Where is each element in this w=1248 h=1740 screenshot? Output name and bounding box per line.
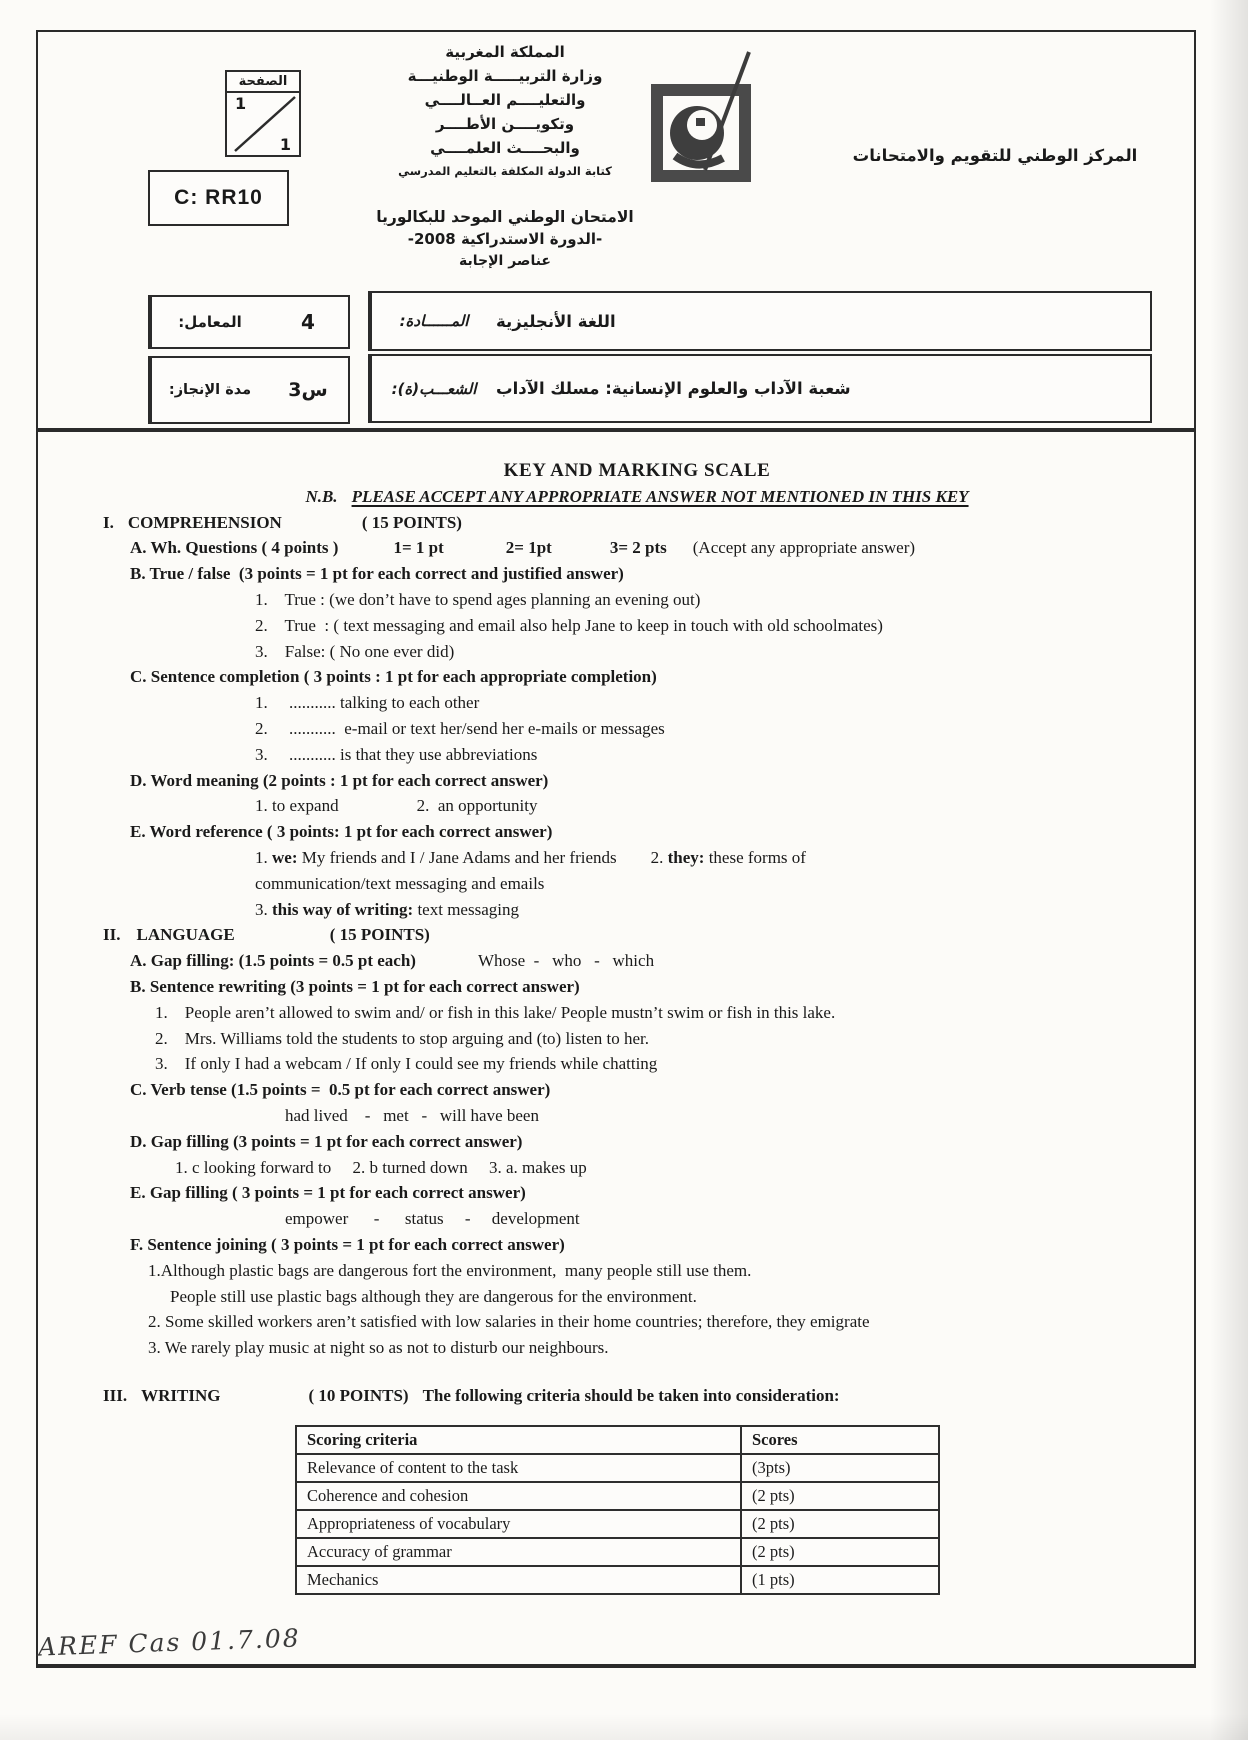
key-line	[98, 897, 1176, 923]
key-line-segment: B. True / false (3 points = 1 pt for each correct and justified answer)	[130, 564, 624, 584]
ministry-line: وتكويــــن الأطــــر	[435, 115, 575, 133]
handwritten-note: AREF Cas 01.7.08	[37, 1623, 302, 1662]
key-line-segment: People still use plastic bags although they are dangerous for the environment.	[170, 1286, 697, 1306]
ministry-line: والتعليــــم العــالــــي	[424, 91, 586, 109]
key-line	[98, 768, 1176, 794]
key-line	[98, 1284, 1176, 1310]
key-line-segment: 3= 2 pts	[609, 538, 667, 558]
criteria-cell: Accuracy of grammar	[296, 1538, 741, 1566]
evaluation-center-name: المركز الوطني للتقويم والامتحانات	[852, 146, 1138, 165]
scoring-table-body	[296, 1454, 939, 1594]
duration-label: مدة الإنجاز:	[150, 358, 268, 422]
key-line-segment: we:	[272, 847, 298, 867]
key-line	[98, 1155, 1176, 1181]
scoring-row	[296, 1482, 939, 1510]
key-line-segment: communication/text messaging and emails	[255, 873, 545, 893]
key-line-segment: C. Verb tense (1.5 points = 0.5 pt for each correct answer)	[130, 1080, 551, 1100]
key-line-segment: 2. an opportunity	[416, 796, 538, 816]
key-line	[98, 1103, 1176, 1129]
scoring-header-row	[296, 1426, 939, 1454]
key-line-segment: (Accept any appropriate answer)	[692, 538, 916, 558]
key-line	[98, 1026, 1176, 1052]
stream-table	[368, 354, 1152, 423]
key-body	[98, 458, 1176, 1595]
key-line	[98, 510, 1176, 536]
ministry-line: وزارة التربيـــــة الوطنيـــة	[407, 67, 603, 85]
key-line-segment: III.	[103, 1385, 128, 1405]
key-line	[98, 1180, 1176, 1206]
criteria-cell: Relevance of content to the task	[296, 1454, 741, 1482]
doc-type: عناصر الإجابة	[459, 253, 551, 269]
key-line-segment: had lived - met - will have been	[285, 1105, 539, 1125]
key-line	[98, 1232, 1176, 1258]
key-line-segment: 2. True : ( text messaging and email also help Jane to keep in touch with old schoolmates)	[255, 615, 883, 635]
criteria-cell: Appropriateness of vocabulary	[296, 1510, 741, 1538]
key-line-segment: D. Word meaning (2 points : 1 pt for each correct answer)	[130, 770, 549, 790]
key-line	[98, 458, 1176, 484]
key-line-segment: ( 15 POINTS)	[329, 925, 430, 945]
key-line	[98, 1335, 1176, 1361]
key-line-segment: WRITING	[141, 1385, 221, 1405]
exam-title: الامتحان الوطني الموحد للبكالوريا	[376, 208, 634, 226]
key-line	[98, 1206, 1176, 1232]
page-number-box	[225, 70, 301, 157]
coefficient-label: المعامل:	[150, 297, 268, 347]
key-line-segment: Whose - who - which	[477, 951, 655, 971]
scoring-row	[296, 1538, 939, 1566]
key-line-segment: 1. People aren’t allowed to swim and/ or fish in this lake/ People mustn’t swim or fish in this lake.	[155, 1002, 836, 1022]
header-body-divider	[36, 428, 1194, 432]
key-line-segment: 1. True : (we don’t have to spend ages planning an evening out)	[255, 589, 701, 609]
kingdom-line: المملكة المغربية	[445, 43, 565, 61]
key-line-segment: 1. to expand	[255, 796, 339, 816]
exam-title-block	[345, 206, 665, 272]
key-line	[98, 1000, 1176, 1026]
key-line	[98, 1309, 1176, 1335]
score-cell: (3pts)	[741, 1454, 939, 1482]
page-total: 1	[279, 135, 291, 154]
key-line-segment: this way of writing:	[272, 899, 414, 919]
criteria-cell: Mechanics	[296, 1566, 741, 1594]
key-line	[98, 871, 1176, 897]
exam-session: -الدورة الاستدراكية 2008-	[407, 230, 603, 248]
key-line-segment: E. Word reference ( 3 points: 1 pt for each correct answer)	[130, 822, 553, 842]
key-line	[98, 948, 1176, 974]
key-line-segment: COMPREHENSION	[127, 512, 282, 532]
key-line-segment: LANGUAGE	[136, 925, 235, 945]
key-line-segment: I.	[103, 512, 114, 532]
key-line-segment: N.B.	[305, 486, 338, 506]
subject-label: المــــــادة:	[370, 293, 496, 349]
key-line-segment: 2. ........... e-mail or text her/send her e-mails or messages	[255, 718, 665, 738]
key-line-segment: ( 10 POINTS)	[308, 1385, 409, 1405]
key-line	[98, 1129, 1176, 1155]
scoring-criteria-header: Scoring criteria	[296, 1426, 741, 1454]
key-line-segment: A. Wh. Questions ( 4 points )	[130, 538, 339, 558]
scoring-row	[296, 1454, 939, 1482]
score-cell: (2 pts)	[741, 1482, 939, 1510]
ministry-header	[345, 40, 665, 180]
key-line	[98, 613, 1176, 639]
key-line-segment: A. Gap filling: (1.5 points = 0.5 pt each)	[130, 951, 416, 971]
key-line	[98, 716, 1176, 742]
duration-table	[148, 356, 350, 424]
key-line	[98, 1258, 1176, 1284]
page-number-label: الصفحة	[227, 72, 299, 93]
key-line-segment: 3.	[255, 899, 272, 919]
key-line-segment: D. Gap filling (3 points = 1 pt for each correct answer)	[130, 1131, 523, 1151]
key-line-segment: 2. Mrs. Williams told the students to stop arguing and (to) listen to her.	[155, 1028, 650, 1048]
key-lines	[98, 458, 1176, 1409]
scan-edge-bottom	[0, 1714, 1248, 1740]
ministry-logo-icon	[645, 36, 773, 193]
key-line	[98, 922, 1176, 948]
key-line	[98, 639, 1176, 665]
stream-label: الشعـــب(ة):	[370, 356, 496, 421]
criteria-cell: Coherence and cohesion	[296, 1482, 741, 1510]
subject-value: اللغة الأنجليزية	[496, 311, 616, 331]
key-line-segment: 3. False: ( No one ever did)	[255, 641, 455, 661]
scores-header: Scores	[741, 1426, 939, 1454]
key-line-segment: 1. c looking forward to 2. b turned down 3. a. makes up	[175, 1157, 587, 1177]
key-line-segment: E. Gap filling ( 3 points = 1 pt for each correct answer)	[130, 1183, 526, 1203]
scoring-row	[296, 1566, 939, 1594]
secretariat-line: كتابة الدولة المكلفة بالتعليم المدرسي	[398, 164, 612, 178]
key-line	[98, 587, 1176, 613]
page-number-fraction	[227, 93, 299, 155]
key-line-segment: 1.Although plastic bags are dangerous fort the environment, many people still use them.	[148, 1260, 752, 1280]
scan-edge-right	[1210, 0, 1248, 1740]
score-cell: (2 pts)	[741, 1510, 939, 1538]
key-line	[98, 819, 1176, 845]
stream-value: شعبة الآداب والعلوم الإنسانية: مسلك الآداب	[496, 379, 851, 398]
key-line	[98, 1051, 1176, 1077]
key-line-segment: II.	[103, 925, 121, 945]
key-line-segment: C. Sentence completion ( 3 points : 1 pt for each appropriate completion)	[130, 667, 657, 687]
key-line-segment: 1. ........... talking to each other	[255, 693, 480, 713]
scoring-row	[296, 1510, 939, 1538]
key-line-segment: F. Sentence joining ( 3 points = 1 pt for each correct answer)	[130, 1234, 565, 1254]
ministry-line: والبحــــث العلمــــي	[430, 139, 580, 157]
coefficient-table	[148, 295, 350, 349]
key-line	[98, 484, 1176, 510]
key-line	[98, 1077, 1176, 1103]
key-line-segment: these forms of	[704, 847, 806, 867]
key-line-segment: 3. We rarely play music at night so as not to disturb our neighbours.	[148, 1338, 609, 1358]
key-line-segment: ( 15 POINTS)	[361, 512, 462, 532]
scoring-table	[295, 1425, 940, 1595]
exam-code-box: C: RR10	[148, 170, 289, 226]
key-line-segment: 1= 1 pt	[393, 538, 444, 558]
coefficient-value: 4	[301, 310, 315, 334]
score-cell: (1 pts)	[741, 1566, 939, 1594]
score-cell: (2 pts)	[741, 1538, 939, 1566]
key-line	[98, 742, 1176, 768]
key-line-segment: The following criteria should be taken into consideration:	[422, 1385, 840, 1405]
key-line-segment: empower - status - development	[285, 1209, 580, 1229]
key-line-segment: text messaging	[413, 899, 519, 919]
subject-table	[368, 291, 1152, 351]
key-line	[98, 793, 1176, 819]
key-line-segment: they:	[667, 847, 705, 867]
key-line-segment: 3. ........... is that they use abbreviations	[255, 744, 538, 764]
duration-value: 3س	[288, 379, 328, 401]
key-line	[98, 974, 1176, 1000]
key-line	[98, 1383, 1176, 1409]
key-line-segment: 2.	[650, 847, 668, 867]
key-line-segment: KEY AND MARKING SCALE	[503, 460, 771, 481]
page-current: 1	[235, 94, 247, 113]
key-line	[98, 535, 1176, 561]
key-line	[98, 664, 1176, 690]
key-line	[98, 561, 1176, 587]
key-line-segment: B. Sentence rewriting (3 points = 1 pt for each correct answer)	[130, 976, 580, 996]
key-line-segment: 1.	[255, 847, 272, 867]
key-line-segment: 3. If only I had a webcam / If only I could see my friends while chatting	[155, 1054, 658, 1074]
key-line-segment: PLEASE ACCEPT ANY APPROPRIATE ANSWER NOT MENTIONED IN THIS KEY	[351, 486, 969, 506]
key-line-segment: My friends and I / Jane Adams and her friends	[297, 847, 617, 867]
key-line-segment: 2. Some skilled workers aren’t satisfied with low salaries in their home countries; therefore, they emigrate	[148, 1312, 870, 1332]
key-line-segment: 2= 1pt	[505, 538, 552, 558]
key-line	[98, 690, 1176, 716]
key-line	[98, 845, 1176, 871]
